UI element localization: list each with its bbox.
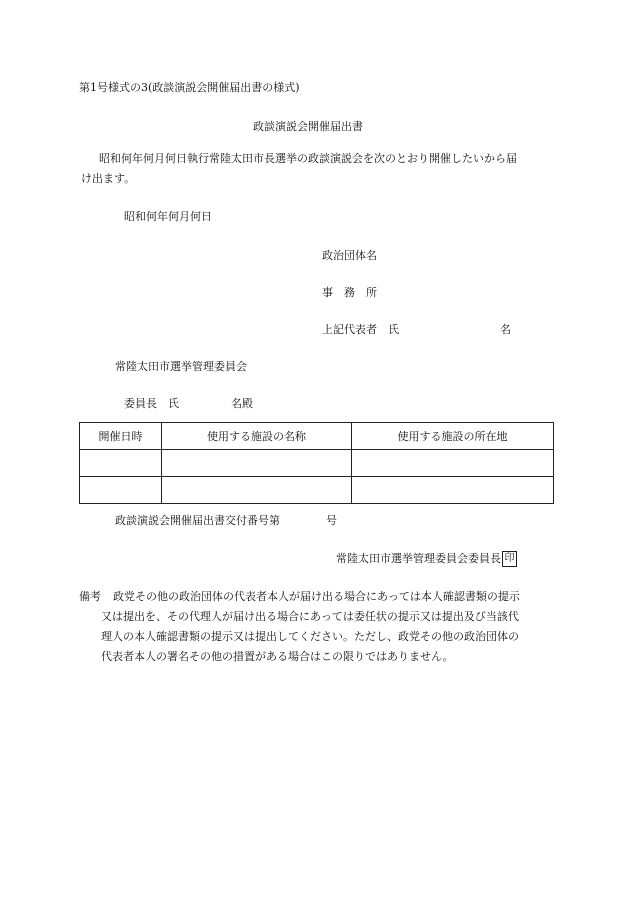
remarks-label: 備考 [79,590,101,603]
chair-suffix: 名殿 [231,397,253,410]
cell-facility-location[interactable] [352,477,554,504]
representative-label: 上記代表者 氏 [322,323,399,336]
table-row [80,450,554,477]
representative-name-suffix: 名 [500,323,511,336]
chair-label: 委員長 氏 [124,397,179,410]
document-title: 政談演説会開催届出書 [253,120,363,133]
issue-number-label: 政談演説会開催届出書交付番号第 [115,514,280,527]
submission-date: 昭和何年何月何日 [124,210,212,223]
venue-table [79,422,554,504]
table-row [80,477,554,504]
intro-line-2: け出ます。 [81,172,136,185]
remarks-line-4: 代表者本人の署名その他の措置がある場合はこの限りではありません。 [101,650,454,663]
issuer-line [336,551,517,567]
org-name-label: 政治団体名 [322,249,377,262]
remarks-line-1: 政党その他の政治団体の代表者本人が届け出る場合にあっては本人確認書類の提示 [113,590,520,603]
seal-mark: 印 [502,551,517,567]
cell-facility-name[interactable] [162,450,352,477]
remarks-body [101,587,561,667]
cell-datetime[interactable] [80,450,162,477]
office-label: 事 務 所 [322,286,377,299]
table-header-row [80,423,554,450]
issue-number-suffix: 号 [326,514,337,527]
header-facility-name: 使用する施設の名称 [162,423,352,450]
intro-line-1: 昭和何年何月何日執行常陸太田市長選挙の政談演説会を次のとおり開催したいから届 [99,152,517,165]
header-facility-location: 使用する施設の所在地 [352,423,554,450]
issuer-label: 常陸太田市選挙管理委員会委員長 [336,552,501,565]
cell-facility-name[interactable] [162,477,352,504]
remarks-line-2: 又は提出を、その代理人が届け出る場合にあっては委任状の提示又は提出及び当該代 [101,610,519,623]
header-datetime: 開催日時 [80,423,162,450]
committee-name: 常陸太田市選挙管理委員会 [115,360,247,373]
form-id: 第1号様式の3(政談演説会開催届出書の様式) [79,81,300,94]
remarks-line-3: 理人の本人確認書類の提示又は提出してください。ただし、政党その他の政治団体の [101,630,519,643]
cell-datetime[interactable] [80,477,162,504]
cell-facility-location[interactable] [352,450,554,477]
